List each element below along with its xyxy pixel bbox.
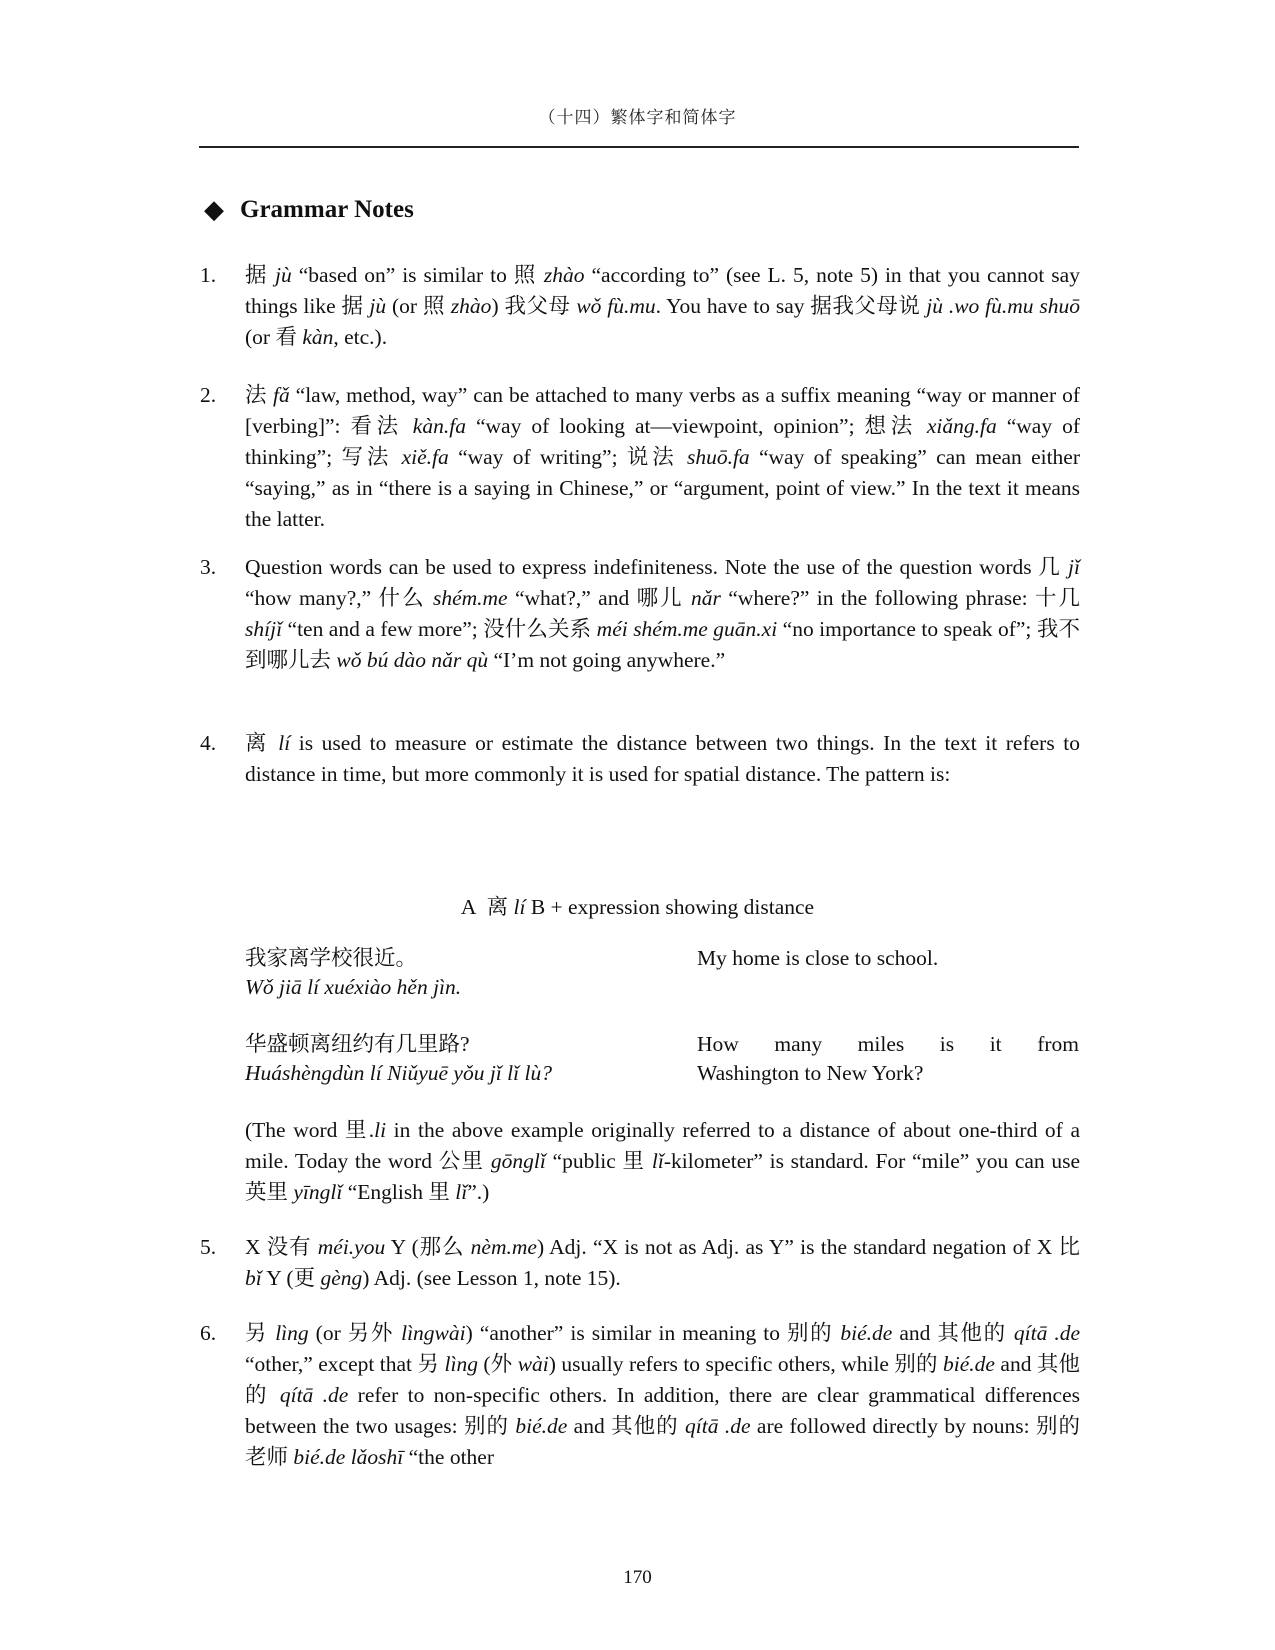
- pattern-a: A: [460, 895, 476, 919]
- note-text: X 没有 méi.you Y (那么 nèm.me) Adj. “X is not as Adj. as Y” is the standard negation of X 比 bǐ Y (更 gèng) Adj. (see Lesson 1, note 15).: [245, 1235, 1081, 1290]
- note-number: 6.: [200, 1321, 217, 1345]
- grammar-note-3: [200, 552, 1080, 676]
- note-text: 法 fǎ “law, method, way” can be attached to many verbs as a suffix meaning “way or manner of [verbing]”: 看法 kàn.fa “way of looking at—viewpoint, opinion”; 想法 xiǎng.fa “way of thinking”; 写法 xiě.fa “way of writing”; 说法 shuō.fa “way of speaking” can mean either “saying,” as in “there is a saying in Chinese,” or “argument, point of view.” In the text it means the latter.: [245, 383, 1081, 531]
- note-text: 据 jù “based on” is similar to 照 zhào “according to” (see L. 5, note 5) in that you cannot say things like 据 jù (or 照 zhào) 我父母 wǒ fù.mu. You have to say 据我父母说 jù .wo fù.mu shuō (or 看 kàn, etc.).: [245, 263, 1081, 349]
- pattern-li-char: 离: [486, 895, 509, 919]
- pattern-formula: [0, 890, 1275, 921]
- grammar-note-2: [200, 380, 1080, 535]
- page-number: 170: [623, 1567, 652, 1588]
- note-number: 1.: [200, 263, 217, 287]
- example-chinese: 华盛顿离纽约有几里路?: [245, 1032, 470, 1056]
- example-chinese: 我家离学校很近。: [245, 946, 418, 970]
- section-heading: [204, 196, 414, 224]
- grammar-note-6: [200, 1318, 1080, 1473]
- example-translation: My home is close to school.: [697, 946, 939, 970]
- example-translation-line-2: Washington to New York?: [697, 1061, 924, 1085]
- parenthetical-note: (The word 里.li in the above example originally referred to a distance of about one-third of a mile. Today the word 公里 gōnglǐ “public 里 lǐ-kilometer” is standard. For “mile” you can use 英里 yīnglǐ “English 里 lǐ”.): [245, 1118, 1080, 1204]
- grammar-note-4: [200, 728, 1080, 790]
- note-text: Question words can be used to express indefiniteness. Note the use of the question words 几 jǐ “how many?,” 什么 shém.me “what?,” and 哪儿 nǎr “where?” in the following phrase: 十几 shíjǐ “ten and a few more”; 没什么关系 méi shém.me guān.xi “no importance to speak of”; 我不到哪儿去 wǒ bú dào nǎr qù “I’m not going anywhere.”: [245, 555, 1081, 672]
- pattern-li-pinyin: lí: [513, 895, 526, 919]
- note-number: 3.: [200, 555, 217, 579]
- grammar-note-1: [200, 260, 1080, 353]
- example-translation-line-1: How many miles is it from: [697, 1032, 1079, 1056]
- header-rule: [199, 146, 1079, 148]
- grammar-note-5: [200, 1232, 1080, 1294]
- diamond-icon: ◆: [204, 195, 224, 224]
- running-head: （十四）繁体字和简体字: [538, 108, 737, 127]
- note-text: 另 lìng (or 另外 lìngwài) “another” is similar in meaning to 别的 bié.de and 其他的 qítā .de “other,” except that 另 lìng (外 wài) usually refers to specific others, while 别的 bié.de and 其他的 qítā .de refer to non-specific others. In addition, there are clear grammatical differences between the two usages: 别的 bié.de and 其他的 qítā .de are followed directly by nouns: 别的老师 bié.de lǎoshī “the other: [245, 1321, 1081, 1469]
- note-number: 2.: [200, 383, 217, 407]
- pattern-rest: B + expression showing distance: [530, 895, 815, 919]
- note-number: 5.: [200, 1235, 217, 1259]
- section-title: Grammar Notes: [240, 196, 414, 223]
- example-pinyin: Huáshèngdùn lí Niǔyuē yǒu jǐ lǐ lù?: [245, 1061, 552, 1085]
- note-text: 离 lí is used to measure or estimate the distance between two things. In the text it refers to distance in time, but more commonly it is used for spatial distance. The pattern is:: [245, 731, 1080, 786]
- note-number: 4.: [200, 731, 217, 755]
- example-pinyin: Wǒ jiā lí xuéxiào hěn jìn.: [245, 975, 462, 999]
